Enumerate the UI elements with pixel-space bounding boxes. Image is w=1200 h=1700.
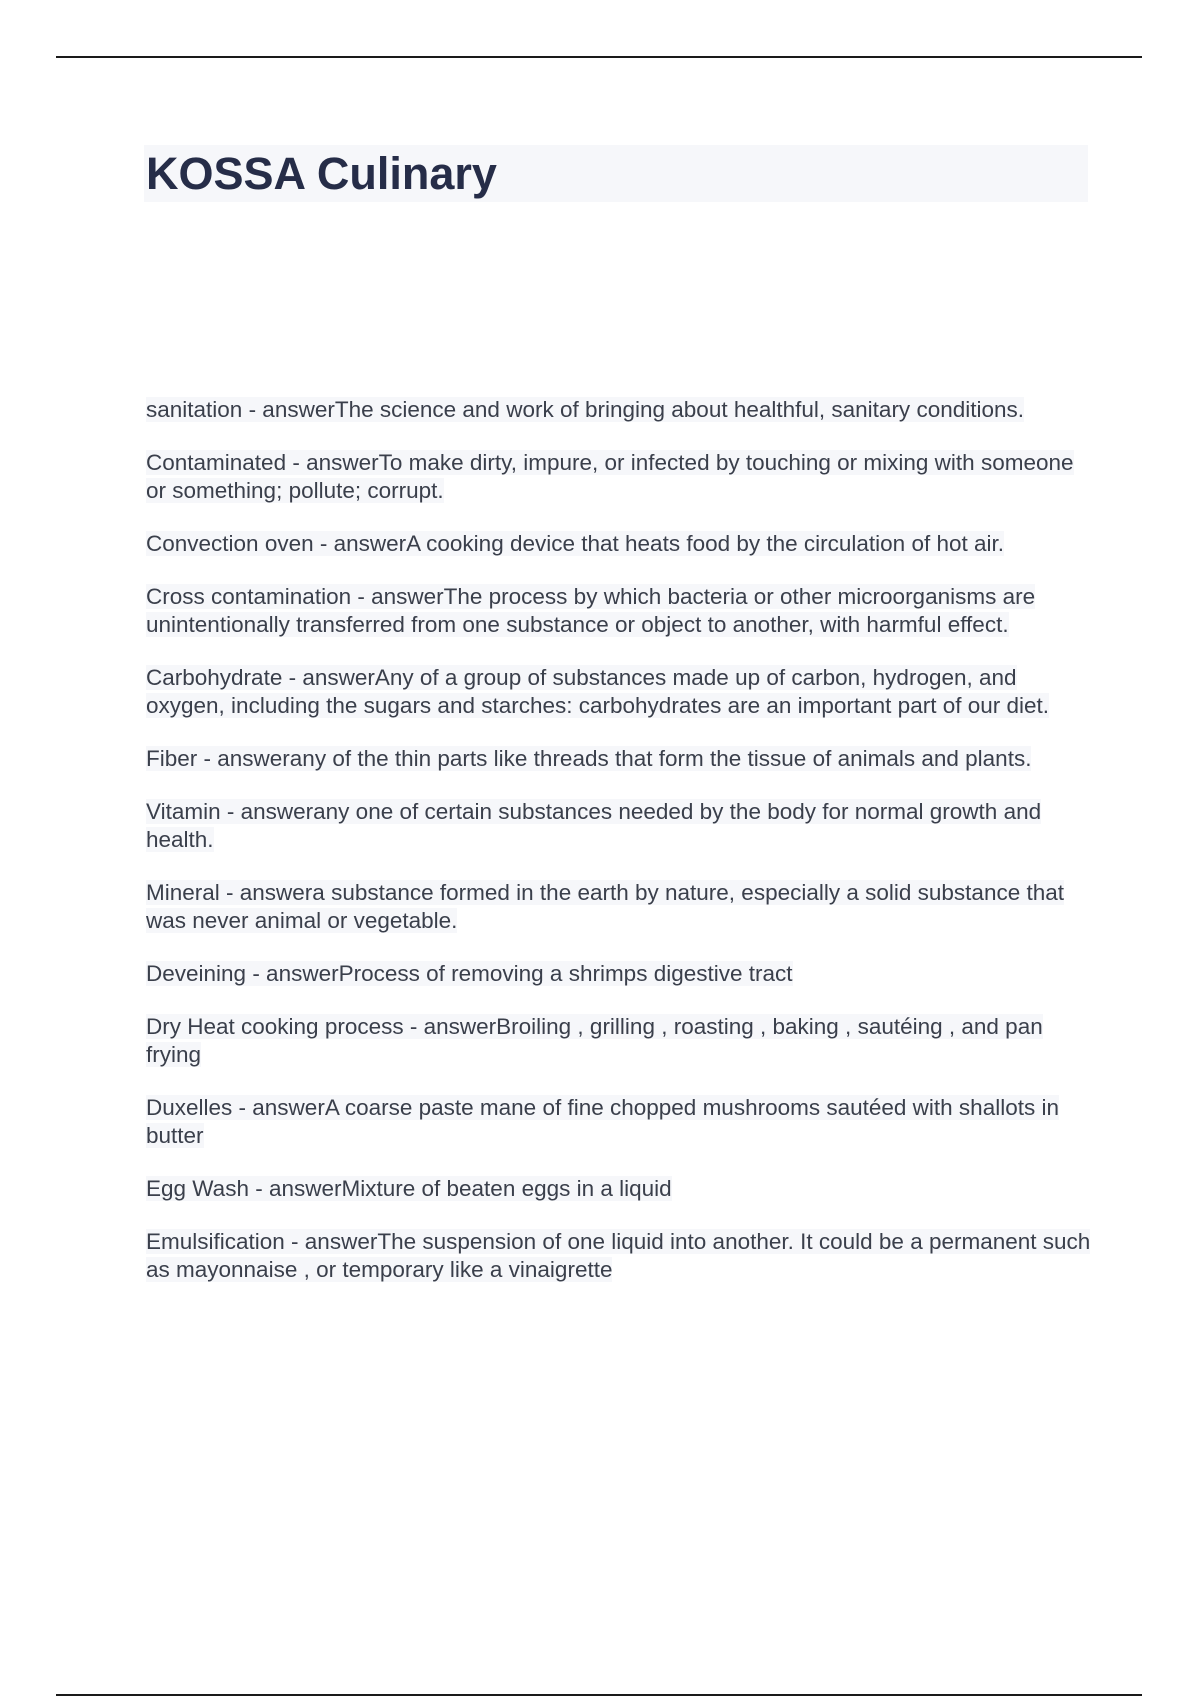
flashcard-entry: [146, 798, 1096, 854]
flashcard-entry: [146, 583, 1096, 639]
flashcard-entry: [146, 1228, 1096, 1284]
flashcard-entry: [146, 1013, 1096, 1069]
flashcard-entry: [146, 879, 1096, 935]
top-rule: [56, 56, 1142, 58]
bottom-rule: [56, 1694, 1142, 1696]
entry-text: Vitamin - answerany one of certain substances needed by the body for normal growth and health.: [146, 799, 1042, 852]
flashcard-list: [146, 396, 1096, 1309]
flashcard-entry: [146, 1175, 1096, 1203]
entry-text: Egg Wash - answerMixture of beaten eggs in a liquid: [146, 1176, 672, 1201]
flashcard-entry: [146, 530, 1096, 558]
entry-text: Dry Heat cooking process - answerBroiling , grilling , roasting , baking , sautéing , and pan frying: [146, 1014, 1043, 1067]
flashcard-entry: [146, 396, 1096, 424]
flashcard-entry: [146, 745, 1096, 773]
entry-text: Emulsification - answerThe suspension of one liquid into another. It could be a permanent such as mayonnaise , or temporary like a vinaigrette: [146, 1229, 1091, 1282]
entry-text: Deveining - answerProcess of removing a shrimps digestive tract: [146, 961, 793, 986]
flashcard-entry: [146, 960, 1096, 988]
flashcard-entry: [146, 449, 1096, 505]
entry-text: Cross contamination - answerThe process by which bacteria or other microorganisms are unintentionally transferred from one substance or object to another, with harmful effect.: [146, 584, 1036, 637]
entry-text: Duxelles - answerA coarse paste mane of fine chopped mushrooms sautéed with shallots in butter: [146, 1095, 1059, 1148]
entry-text: Contaminated - answerTo make dirty, impure, or infected by touching or mixing with someone or something; pollute; corrupt.: [146, 450, 1074, 503]
entry-text: Convection oven - answerA cooking device that heats food by the circulation of hot air.: [146, 531, 1005, 556]
document-title: KOSSA Culinary: [146, 148, 497, 199]
entry-text: sanitation - answerThe science and work of bringing about healthful, sanitary conditions.: [146, 397, 1025, 422]
flashcard-entry: [146, 664, 1096, 720]
entry-text: Mineral - answera substance formed in the earth by nature, especially a solid substance that was never animal or vegetable.: [146, 880, 1064, 933]
flashcard-entry: [146, 1094, 1096, 1150]
entry-text: Carbohydrate - answerAny of a group of substances made up of carbon, hydrogen, and oxygen, including the sugars and starches: carbohydrates are an important part of our diet.: [146, 665, 1050, 718]
entry-text: Fiber - answerany of the thin parts like threads that form the tissue of animals and plants.: [146, 746, 1032, 771]
